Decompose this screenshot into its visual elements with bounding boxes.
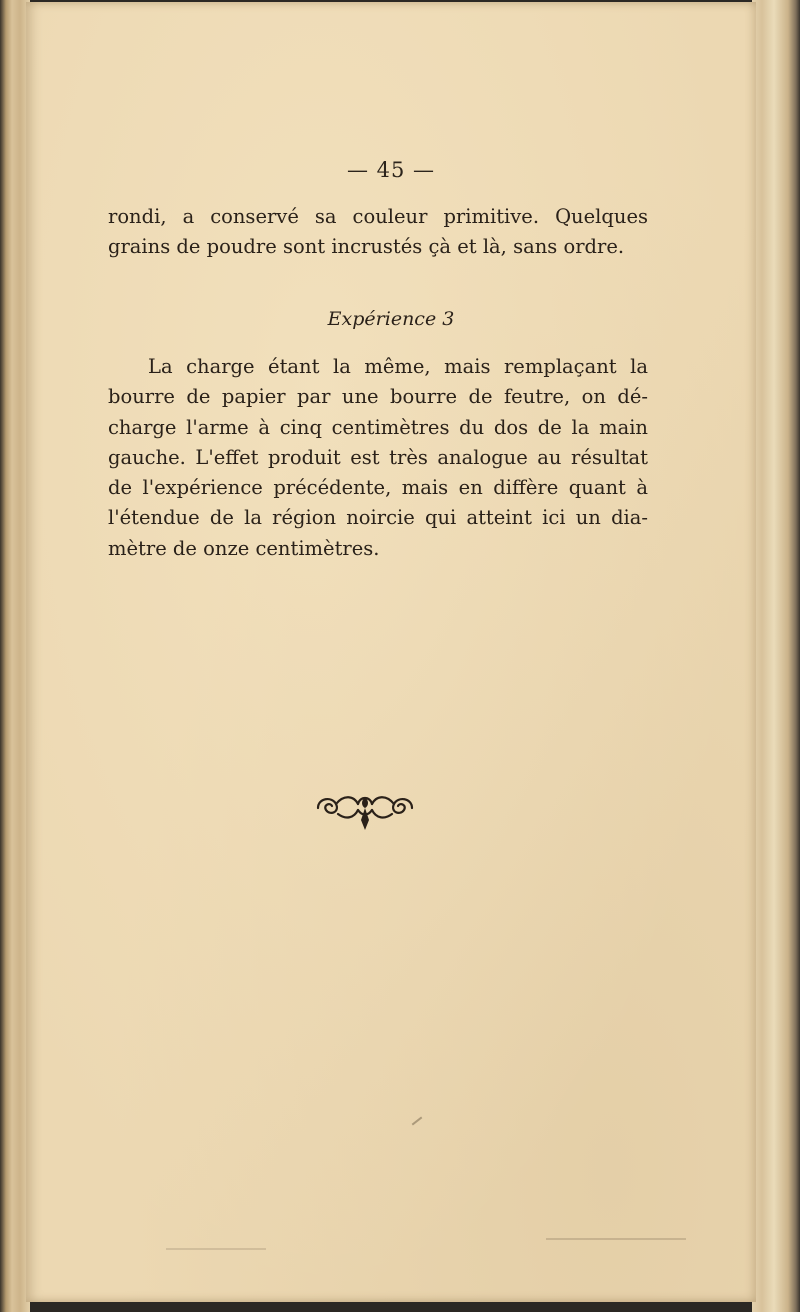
text-line: bourre de papier par une bourre de feutre, on dé- (108, 385, 648, 409)
text-line: mètre de onze centimètres. (108, 536, 380, 560)
paragraph-2 (108, 352, 648, 564)
paper-speck (412, 1117, 423, 1126)
text-line: l'étendue de la région noircie qui atteint ici un dia- (108, 506, 648, 530)
text-line: charge l'arme à cinq centimètres du dos de la main (108, 415, 648, 439)
text-line: rondi, a conservé sa couleur primitive. Quelques (108, 205, 648, 228)
text-line: de l'expérience précédente, mais en diffère quant à (108, 476, 648, 500)
book-fore-edge (752, 0, 800, 1312)
paragraph-1 (108, 202, 648, 263)
text-line: La charge étant la même, mais remplaçant la (148, 355, 648, 378)
text-line: grains de poudre sont incrustés çà et là, sans ordre. (108, 235, 625, 259)
section-heading: Expérience 3 (327, 308, 455, 330)
fleuron-ornament-icon (310, 786, 420, 834)
page-number: — 45 — (346, 158, 436, 182)
page-sheet (26, 2, 756, 1302)
paper-speck (546, 1238, 686, 1240)
text-line: gauche. L'effet produit est très analogue au résultat (108, 445, 648, 469)
paper-speck (166, 1248, 266, 1250)
